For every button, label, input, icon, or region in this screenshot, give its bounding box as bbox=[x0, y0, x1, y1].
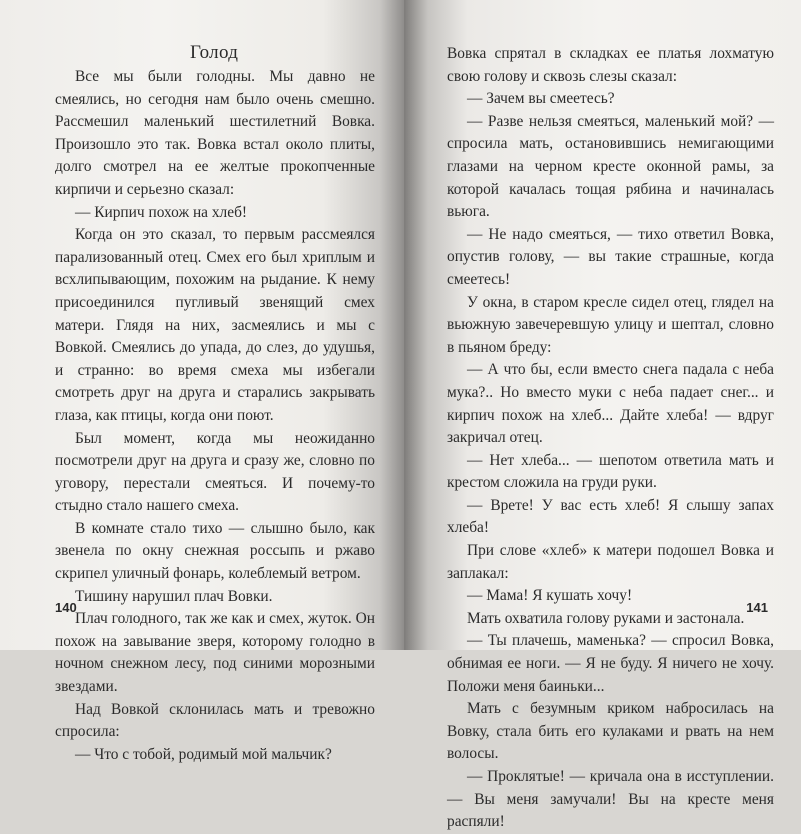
paragraph: — Кирпич похож на хлеб! bbox=[75, 203, 248, 221]
paragraph: — Не надо смеяться, — тихо ответил Вовка, опустив голову, — вы такие страшные, когда смеетесь! bbox=[447, 225, 774, 288]
paragraph: — Нет хлеба... — шепотом ответила мать и крестом сложила на груди руки. bbox=[447, 451, 774, 492]
paragraph: — Зачем вы смеетесь? bbox=[467, 90, 615, 108]
paragraph: В комнате стало тихо — слышно было, как звенела по окну снежная россыпь и ржаво скрипел уличный фонарь, колеблемый ветром. bbox=[55, 519, 375, 583]
right-page bbox=[404, 0, 801, 831]
paragraph: — Проклятые! — кричала она в исступлении. — Вы меня замучали! Вы на кресте меня распяли! bbox=[447, 768, 774, 831]
paragraph: У окна, в старом кресле сидел отец, глядел на вьюжную завечеревшую улицу и шептал, словно в пьяном бреду: bbox=[447, 293, 774, 356]
left-page bbox=[0, 0, 404, 763]
paragraph: — Ты плачешь, маменька? — спросил Вовка, обнимая ее ноги. — Я не буду. Я ничего не хочу. Положи меня баиньки... bbox=[447, 632, 774, 695]
paragraph: Мать с безумным криком набросилась на Вовку, стала бить его кулаками и рвать на нем волосы. bbox=[447, 700, 774, 763]
page-number-right: 141 bbox=[746, 600, 768, 615]
paragraph: — А что бы, если вместо снега падала с неба мука?.. Но вместо муки с неба падает снег... и кирпич похож на хлеб... Дайте хлеба! — вдруг закричал отец. bbox=[447, 361, 774, 447]
paragraph: Мать охватила голову руками и застонала. bbox=[467, 609, 745, 627]
paragraph: При слове «хлеб» к матери подошел Вовка и заплакал: bbox=[447, 542, 774, 582]
left-page-text bbox=[55, 66, 375, 766]
paragraph: — Мама! Я кушать хочу! bbox=[467, 587, 633, 605]
page-number-left: 140 bbox=[55, 600, 77, 615]
paragraph: — Разве нельзя смеяться, маленький мой? — спросила мать, остановившись немигающими глазами на черном кресте оконной рамы, за которой качалась тощая рябина и начиналась вьюга. bbox=[447, 112, 774, 221]
paragraph: Был момент, когда мы неожиданно посмотрели друг на друга и сразу же, словно по уговору, перестали смеяться. И почему-то стыдно стало нашего смеха. bbox=[55, 429, 375, 515]
chapter-title: Голод bbox=[190, 42, 239, 63]
paragraph: — Что с тобой, родимый мой мальчик? bbox=[75, 745, 332, 763]
paragraph: — Врете! У вас есть хлеб! Я слышу запах хлеба! bbox=[447, 496, 774, 537]
paragraph: Над Вовкой склонилась мать и тревожно спросила: bbox=[55, 700, 375, 741]
right-page-text bbox=[447, 43, 774, 834]
paragraph: Плач голодного, так же как и смех, жуток. Он похож на завывание зверя, которому голодно в ночном снежном лесу, под синими морозными звездами. bbox=[55, 610, 375, 696]
paragraph: Все мы были голодны. Мы давно не смеялись, но сегодня нам было очень смешно. Рассмешил маленький шестилетний Вовка. Произошло это так. Вовка встал около плиты, долго смотрел на ее желтые прокопченные кирпичи и серьезно сказал: bbox=[55, 68, 375, 198]
paragraph: Когда он это сказал, то первым рассмеялся парализованный отец. Смех его был хриплым и всхлипывающим, похожим на рыдание. К нему присоединился пугливый звенящий смех матери. Глядя на них, засмеялись и мы с Вовкой. Смеялись до упада, до слез, до удушья, и странно: во время смеха мы избегали смотреть друг на друга и старались закрывать глаза, как птицы, когда они поют. bbox=[55, 226, 375, 424]
paragraph: Тишину нарушил плач Вовки. bbox=[75, 587, 273, 605]
paragraph: Вовка спрятал в складках ее платья лохматую свою голову и сквозь слезы сказал: bbox=[447, 45, 774, 85]
